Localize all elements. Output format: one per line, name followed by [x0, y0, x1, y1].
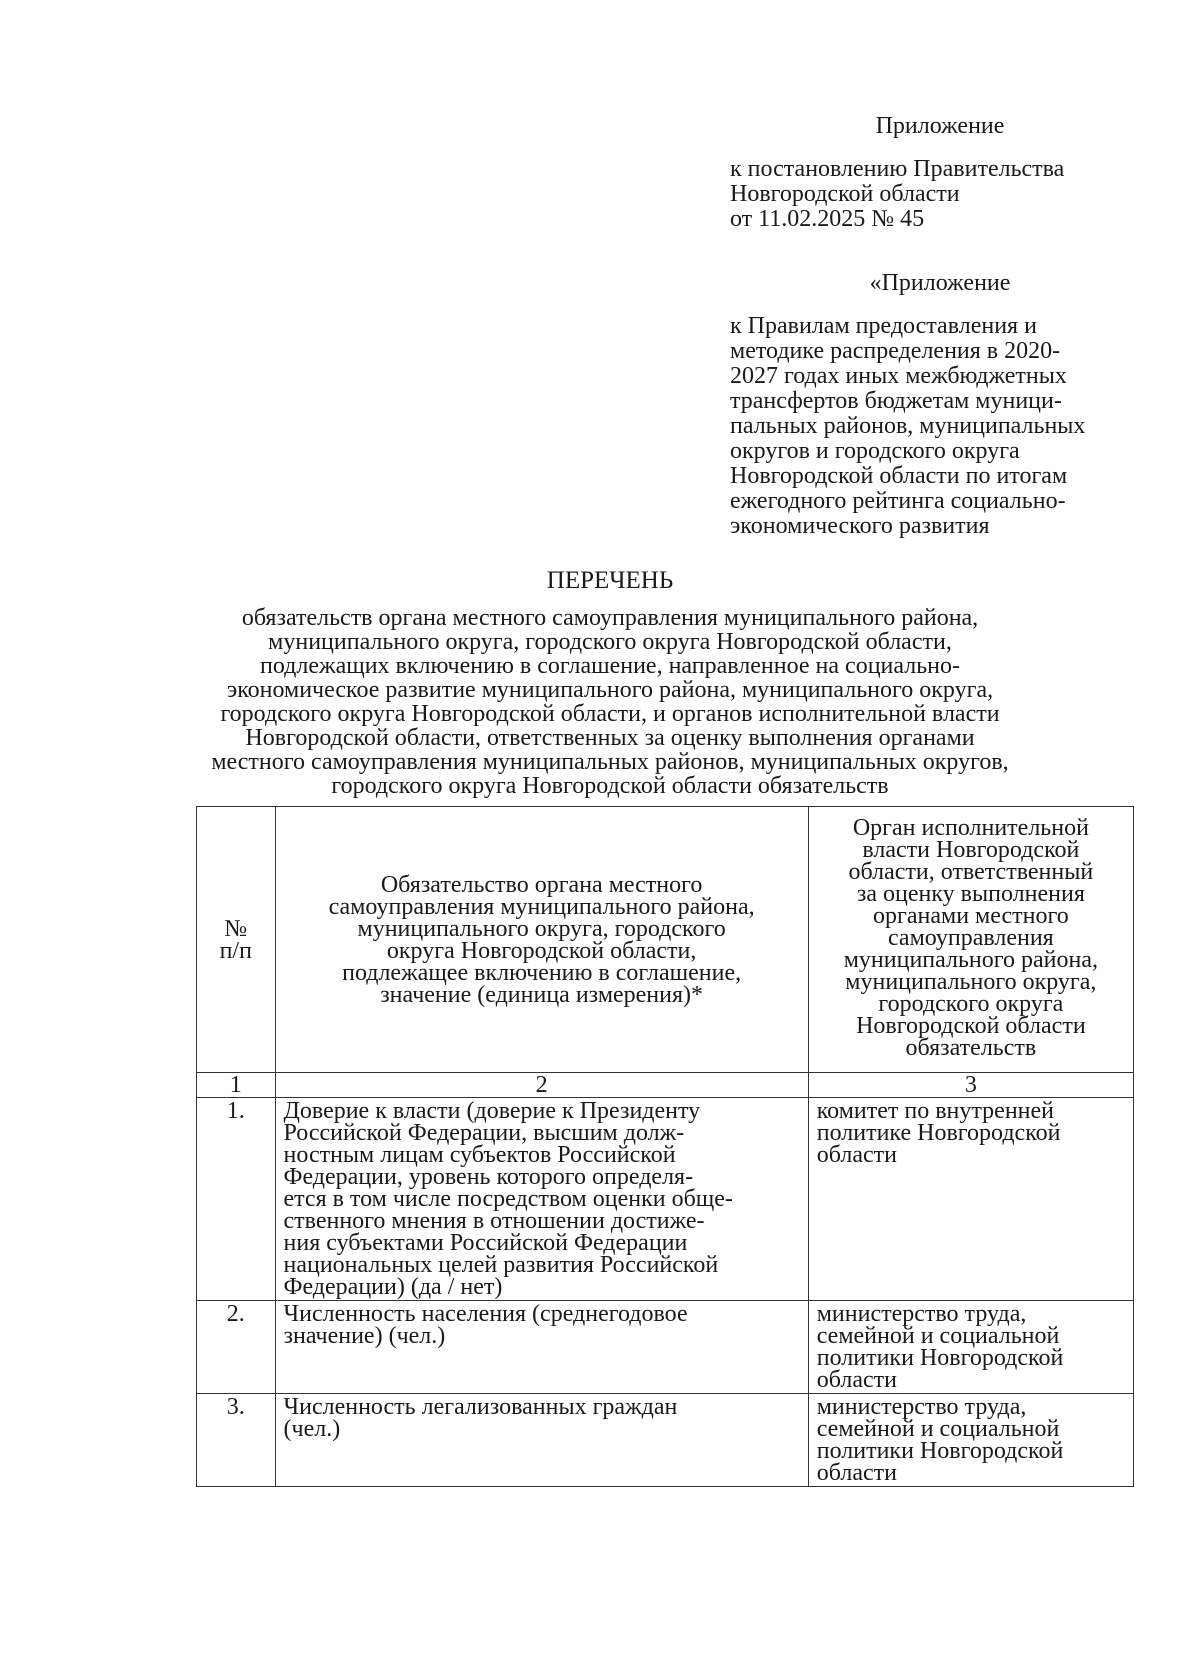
row-number: 1. [197, 1098, 276, 1301]
table-header-row [197, 807, 1134, 1073]
header-line: области, ответственный [848, 859, 1094, 885]
sub-appendix-line: к Правилам предоставления и [730, 313, 1037, 339]
heading-line: местного самоуправления муниципальных районов, муниципальных округов, [211, 749, 1009, 775]
appendix-title: Приложение [875, 113, 1005, 139]
table-row [197, 1098, 1134, 1301]
header-line: Обязательство органа местного [380, 871, 703, 898]
heading-line: подлежащих включению в соглашение, направленное на социально- [260, 653, 960, 679]
document-heading [180, 568, 1040, 798]
table-row [197, 1301, 1134, 1394]
cell-line: области [816, 1460, 897, 1486]
header-authority [808, 807, 1133, 1073]
cell-line: Российской Федерации, высшим долж- [283, 1120, 685, 1146]
cell-line: Федерации) (да / нет) [283, 1274, 503, 1300]
heading-line: муниципального округа, городского округа Новгородской области, [268, 629, 952, 655]
header-line: городского округа [878, 991, 1064, 1017]
table-row [197, 1394, 1134, 1487]
row-number: 2. [197, 1301, 276, 1394]
column-number-row [197, 1073, 1134, 1098]
cell-line: ственного мнения в отношении достиже- [283, 1208, 705, 1234]
row-obligation [275, 1394, 808, 1487]
sub-appendix-line: Новгородской области по итогам [730, 463, 1068, 489]
row-authority [808, 1301, 1133, 1394]
row-number: 3. [197, 1394, 276, 1487]
header-line: муниципального округа, городского [357, 915, 726, 942]
appendix-line: Новгородской области [730, 181, 960, 207]
cell-line: области [816, 1142, 897, 1168]
header-line: значение (единица измерения)* [380, 981, 704, 1008]
appendix-line: к постановлению Правительства [730, 156, 1065, 182]
cell-line: министерство труда, [816, 1301, 1027, 1327]
header-line: обязательств [905, 1035, 1037, 1061]
cell-line: семейной и социальной [816, 1416, 1060, 1442]
header-line: самоуправления [887, 925, 1054, 951]
header-line: муниципального округа, [845, 969, 1097, 995]
header-line: самоуправления муниципального района, [328, 893, 755, 920]
row-obligation [275, 1098, 808, 1301]
appendix-line: от 11.02.2025 № 45 [730, 206, 925, 232]
header-line: № [224, 915, 248, 942]
appendix-block [730, 114, 1150, 232]
sub-appendix-line: трансфертов бюджетам муници- [730, 388, 1062, 414]
row-authority [808, 1394, 1133, 1487]
sub-appendix-lines [730, 314, 1150, 539]
header-line: п/п [219, 937, 252, 964]
heading-line: обязательств органа местного самоуправления муниципального района, [241, 605, 979, 631]
cell-line: национальных целей развития Российской [283, 1252, 719, 1278]
header-obligation [275, 807, 808, 1073]
sub-appendix-line: пальных районов, муниципальных [730, 413, 1086, 439]
header-line: муниципального района, [843, 947, 1098, 973]
header-line: подлежащее включению в соглашение, [342, 959, 742, 986]
sub-appendix-title: «Приложение [869, 270, 1011, 296]
cell-line: Численность населения (среднегодовое [283, 1301, 688, 1327]
cell-line: Федерации, уровень которого определя- [283, 1164, 694, 1190]
header-line: округа Новгородской области, [386, 937, 697, 964]
cell-line: ется в том числе посредством оценки обще- [283, 1186, 733, 1212]
heading-line: экономическое развитие муниципального района, муниципального округа, [226, 677, 994, 703]
header-line: Орган исполнительной [852, 815, 1089, 841]
heading-line: городского округа Новгородской области, и органов исполнительной власти [220, 701, 1000, 727]
sub-appendix-line: методике распределения в 2020- [730, 338, 1061, 364]
appendix-lines [730, 157, 1150, 232]
heading-line: Новгородской области, ответственных за оценку выполнения органами [245, 725, 975, 751]
cell-line: Доверие к власти (доверие к Президенту [283, 1098, 701, 1124]
cell-line: семейной и социальной [816, 1323, 1060, 1349]
cell-line: области [816, 1367, 897, 1393]
obligations-table [196, 806, 1134, 1487]
row-obligation [275, 1301, 808, 1394]
header-line: власти Новгородской [862, 837, 1080, 863]
cell-line: ния субъектами Российской Федерации [283, 1230, 688, 1256]
sub-appendix-block [730, 271, 1150, 539]
cell-line: политики Новгородской [816, 1345, 1064, 1371]
column-number: 1 [197, 1073, 276, 1098]
cell-line: значение) (чел.) [283, 1323, 446, 1349]
header-line: Новгородской области [856, 1013, 1086, 1039]
heading-line: городского округа Новгородской области обязательств [331, 773, 889, 799]
sub-appendix-line: экономического развития [730, 513, 990, 539]
cell-line: Численность легализованных граждан [283, 1394, 678, 1420]
cell-line: политике Новгородской [816, 1120, 1061, 1146]
cell-line: комитет по внутренней [816, 1098, 1055, 1124]
heading-description [180, 606, 1040, 798]
column-number: 3 [808, 1073, 1133, 1098]
header-line: органами местного [873, 903, 1069, 929]
row-authority [808, 1098, 1133, 1301]
sub-appendix-line: ежегодного рейтинга социально- [730, 488, 1066, 514]
sub-appendix-line: округов и городского округа [730, 438, 1020, 464]
cell-line: (чел.) [283, 1416, 341, 1442]
cell-line: политики Новгородской [816, 1438, 1064, 1464]
cell-line: ностным лицам субъектов Российской [283, 1142, 676, 1168]
column-number: 2 [275, 1073, 808, 1098]
sub-appendix-line: 2027 годах иных межбюджетных [730, 363, 1067, 389]
cell-line: министерство труда, [816, 1394, 1027, 1420]
header-number [197, 807, 276, 1073]
header-line: за оценку выполнения [856, 881, 1085, 907]
heading-title: ПЕРЕЧЕНЬ [546, 567, 674, 594]
